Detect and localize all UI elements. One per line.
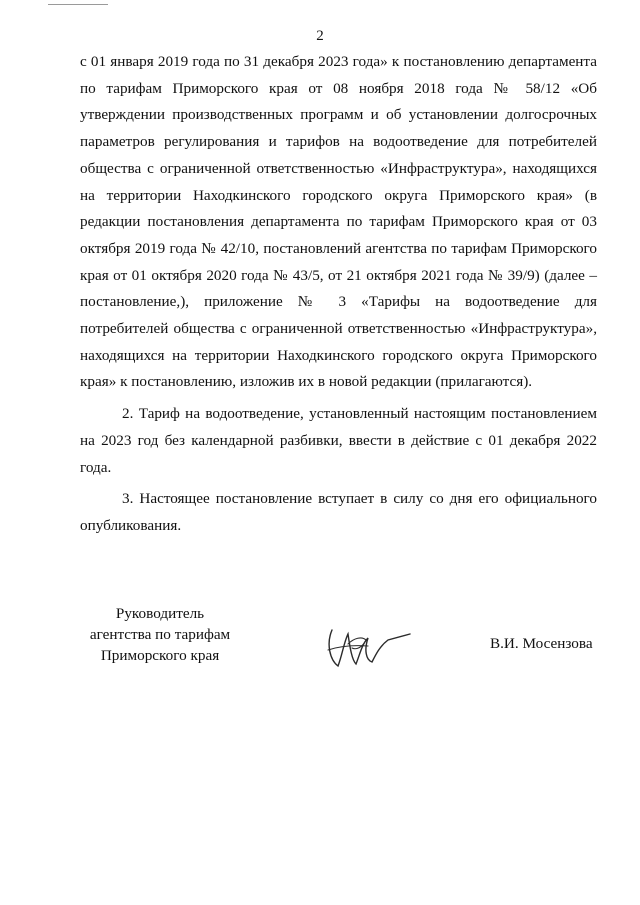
signatory-title — [80, 603, 240, 666]
signatory-title-line-3: Приморского края — [100, 647, 220, 664]
paragraph-item-3: 3. Настоящее постановление вступает в силу со дня его официального опубликования. — [80, 490, 597, 534]
paragraph-item-2: 2. Тариф на водоотведение, установленный настоящим постановлением на 2023 год без календарной разбивки, ввести в действие с 01 декабря 2022 года. — [80, 405, 597, 476]
paragraph-continuation: с 01 января 2019 года по 31 декабря 2023 года» к постановлению департамента по тарифам Приморского края от 08 ноября 2018 года № 58/12 «Об утверждении производственных программ и об установлении долгосрочных параметров регулирования и тарифов на водоотведение для потребителей общества с ограниченной ответственностью «Инфраструктура», находящихся на территории Находкинского городского округа Приморского края» (в редакции постановления департамента по тарифам Приморского края от 03 октября 2019 года № 42/10, постановлений агентства по тарифам Приморского края от 01 октября 2020 года № 43/5, от 21 октября 2021 года № 39/9) (далее – постановление,), приложение № 3 «Тарифы на водоотведение для потребителей общества с ограниченной ответственностью «Инфраструктура», находящихся на территории Находкинского городского округа Приморского края» к постановлению, изложив их в новой редакции (прилагаются). — [80, 53, 597, 391]
page-number: 2 — [316, 28, 324, 44]
signatory-name: В.И. Мосензова — [490, 635, 593, 652]
signatory-title-line-1: Руководитель — [115, 605, 205, 622]
signatory-title-line-2: агентства по тарифам — [89, 626, 231, 643]
top-margin-mark — [48, 0, 108, 5]
document-body — [80, 49, 597, 540]
handwritten-signature — [318, 620, 414, 674]
